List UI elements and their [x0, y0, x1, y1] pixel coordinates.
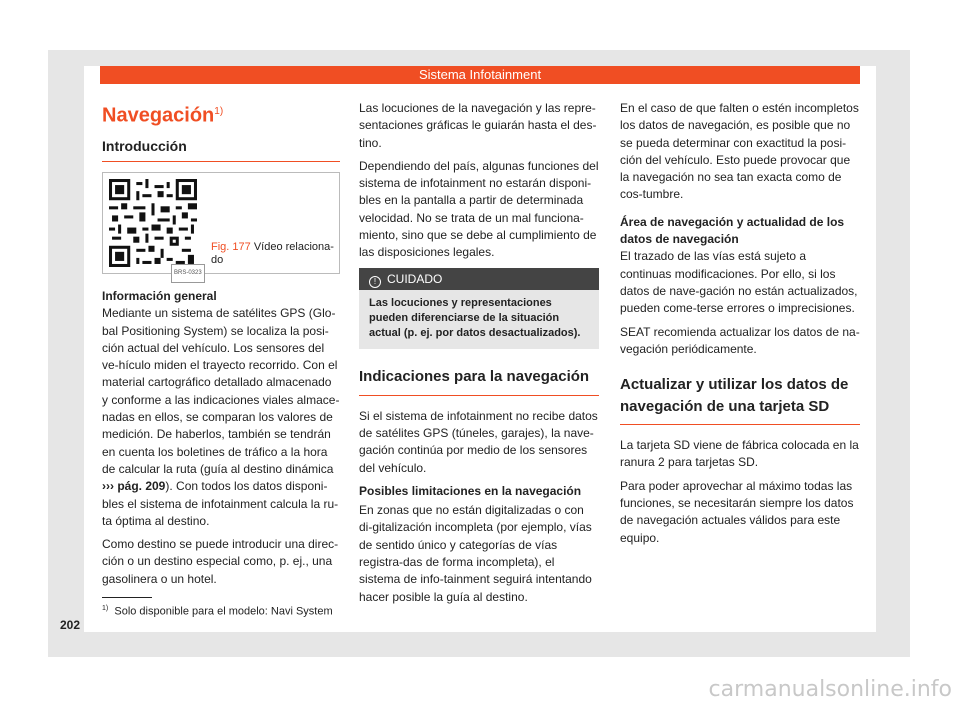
paragraph: La tarjeta SD viene de fábrica colocada en la ranura 2 para tarjetas SD. — [620, 438, 859, 470]
subtitle-introduccion: Introducción — [102, 138, 340, 162]
heading-indicaciones: Indicaciones para la navegación — [359, 367, 599, 396]
caution-text: Las locuciones y representaciones pueden diferenciarse de la situación actual (p. ej. por datos desactualizados). — [369, 296, 581, 339]
paragraph: En zonas que no están digitalizadas o con di-gitalización incompleta (por ejemplo, vías de sentido único y categorías de vías registra-das de forma incompleta), el sistema de info-tainment seguirá intentando hacer posible la guía al destino. — [359, 503, 592, 604]
paragraph: Mediante un sistema de satélites GPS (Glo-bal Positioning System) se localiza la posi-ción actual del vehículo. Los sensores del ve-hículo miden el trayecto recorrido. Con el material cartográfico detallado almacenado y conforme a las indicaciones viales almace-nadas en ellos, se comparan los valores de medición. De haberlos, también se tendrán en cuenta los boletines de tráfico a la hora de calcular la ruta (guía al destino dinámica ››› pág. 209). Con todos los datos disponi-bles el sistema de infotainment calcula la ru-ta óptima al destino. — [102, 306, 340, 528]
section-header: Sistema Infotainment — [100, 66, 860, 84]
heading-informacion-general: Información general — [102, 288, 217, 303]
figure-code: BRS-0323 — [171, 264, 205, 283]
heading-actualizar-sd: Actualizar y utilizar los datos de navegación de una tarjeta SD — [620, 374, 860, 425]
paragraph: Las locuciones de la navegación y las repre-sentaciones gráficas le guiarán hasta el des-tino. — [359, 101, 597, 150]
footnote: $^{1)}$ Solo disponible para el modelo: Navi System — [102, 605, 333, 618]
paragraph: Dependiendo del país, algunas funciones del sistema de infotainment no estarán disponi-bles en la pantalla a partir de determinada velocidad. No se trata de un mal funciona-miento, sino que se debe al cumplimiento de las disposiciones legales. — [359, 158, 599, 260]
paragraph: Si el sistema de infotainment no recibe datos de satélites GPS (túneles, garajes), la nave-gación continúa por medio de los sensores del vehículo. — [359, 408, 598, 475]
paragraph: SEAT recomienda actualizar los datos de na-vegación periódicamente. — [620, 324, 860, 356]
page-reference-link[interactable]: ››› pág. 209 — [102, 479, 166, 494]
qr-code-icon[interactable] — [109, 179, 197, 267]
figure-caption-text: Vídeo relaciona-do — [211, 240, 334, 266]
paragraph: En el caso de que falten o estén incompletos los datos de navegación, es posible que no se pueda determinar con exactitud la posi-ción del vehículo. Esto puede provocar que la navegación no sea tan exacta como de cos-tumbre. — [620, 101, 859, 202]
figure-177 — [102, 172, 340, 274]
paragraph: Como destino se puede introducir una direc-ción o un destino especial como, p. ej., una gasolinera o un hotel. — [102, 537, 339, 586]
caution-header: ! CUIDADO — [359, 268, 599, 290]
figure-caption — [211, 241, 336, 267]
info-circle-icon: ! — [369, 276, 381, 288]
page-title: Navegación$^{1)}$ — [102, 104, 224, 127]
footnote-divider — [102, 597, 152, 598]
column-2 — [359, 100, 599, 612]
caution-box — [359, 268, 599, 349]
column-3 — [620, 100, 860, 553]
paragraph: Para poder aprovechar al máximo todas las funciones, se necesitarán siempre los datos de navegación actuales válidos para este equipo. — [620, 478, 854, 545]
watermark: carmanualsonline.info — [708, 677, 952, 702]
column-1 — [102, 100, 340, 594]
paragraph: El trazado de las vías está sujeto a continuas modificaciones. Por ello, si los datos de nave-gación no están actualizados, pueden come-terse errores o imprecisiones. — [620, 249, 858, 316]
figure-label: Fig. 177 — [211, 240, 251, 253]
heading-limitaciones: Posibles limitaciones en la navegación — [359, 483, 582, 498]
heading-area-navegacion: Área de navegación y actualidad de los datos de navegación — [620, 214, 845, 247]
page-number: 202 — [60, 618, 81, 632]
footnote-ref[interactable]: 1) — [214, 106, 224, 117]
